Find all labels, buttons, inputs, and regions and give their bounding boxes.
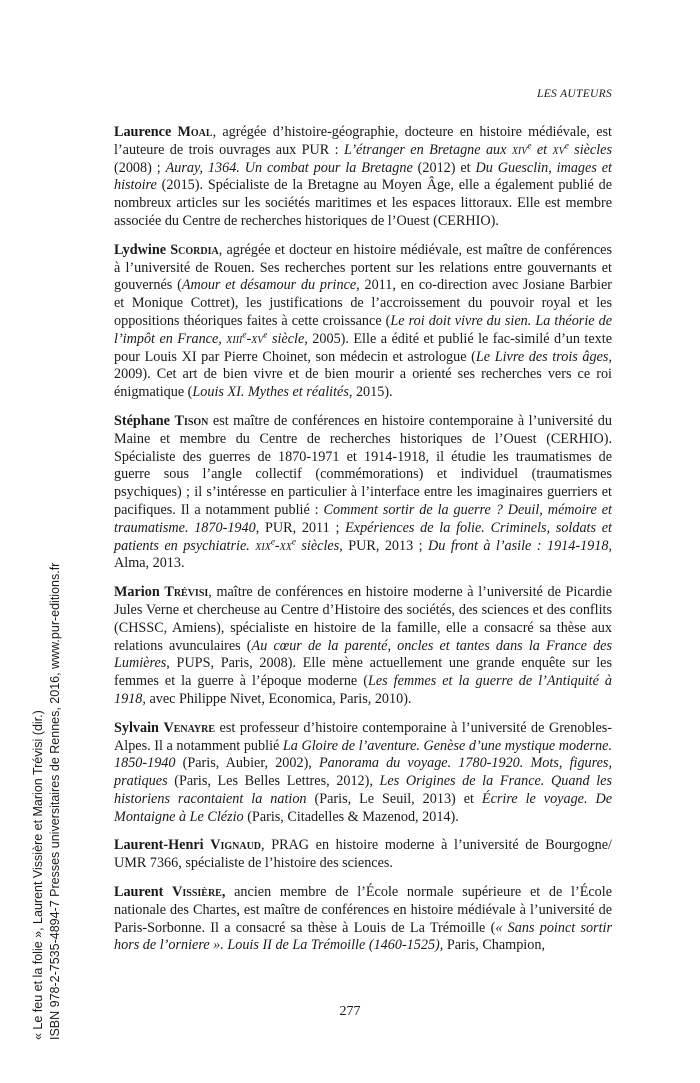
work-title-text: Expériences de la folie. Criminels, soldats et patients en psychiatrie. xix	[114, 519, 612, 554]
work-title-text: Du Guesclin, images et histoire	[114, 159, 612, 194]
author-list	[114, 124, 612, 966]
bio-text: , PRAG en histoire moderne à l’université de Bourgogne/ UMR 7366, spécialiste de l’histoire des sciences.	[114, 837, 612, 872]
author-name	[114, 884, 225, 900]
author-name	[114, 584, 208, 600]
bio-text: , 2009). Cet art de bien vivre et de bien mourir a orienté ses recherches vers ce roi énigmatique (	[114, 348, 612, 401]
work-title-text: Écrire le voyage. De Montaigne à Le Clézio	[114, 790, 612, 825]
bio-text: (Paris, Citadelles & Mazenod, 2014).	[243, 808, 459, 825]
work-title-text: L’étranger en Bretagne aux xiv	[343, 141, 528, 158]
author-entry	[114, 124, 612, 231]
work-title-text: e	[263, 329, 268, 340]
author-entry	[114, 584, 612, 709]
bio-text: (2012) et	[412, 159, 476, 176]
author-name	[114, 837, 261, 853]
author-first-name: Lydwine	[114, 241, 171, 258]
work-title-text: Panorama du voyage. 1780-1920. Mots, figures, pratiques	[114, 755, 612, 790]
work-title-text: e	[270, 535, 275, 546]
author-last-name: Venayre	[163, 719, 216, 736]
work-title-text: -xx	[274, 537, 292, 554]
author-last-name: Scordia	[170, 241, 219, 258]
author-first-name: Laurent	[114, 884, 173, 901]
work-title-text: Auray, 1364. Un combat pour la Bretagne	[165, 159, 413, 176]
work-title-text: -xv	[246, 330, 264, 347]
bio-text: (Paris, Le Seuil, 2013) et	[306, 790, 482, 807]
bio-text: , avec Philippe Nivet, Economica, Paris, 2010).	[142, 690, 412, 707]
work-title-text: Le roi doit vivre du sien. La théorie de l’impôt en France, xiii	[114, 312, 612, 347]
work-title-text: e	[527, 140, 532, 151]
work-title-text: siècles	[568, 141, 612, 158]
work-title-text: Au cœur de la parenté, oncles et tantes dans la France des Lumières	[114, 637, 612, 672]
author-name	[114, 242, 219, 258]
author-name	[114, 124, 213, 140]
author-entry	[114, 884, 612, 955]
work-title-text: « Sans poinct sortir hors de l’orniere ». Louis II de La Trémoille (1460-1525)	[114, 919, 612, 954]
work-title-text: e	[291, 535, 296, 546]
bio-text: , PUPS, Paris, 2008). Elle mène actuellement une grande enquête sur les femmes et la guerre à l’époque moderne (	[114, 655, 612, 690]
author-entry	[114, 837, 612, 873]
bio-text: , agrégée d’histoire-géographie, docteure en histoire médiévale, est l’auteure de trois ouvrages aux PUR :	[114, 124, 612, 158]
work-title-text: Les femmes et la guerre de l’Antiquité à 1918	[114, 673, 612, 707]
work-title-text: Le Livre des trois âges	[475, 348, 609, 365]
bio-text: , maître de conférences en histoire moderne à l’université de Picardie Jules Verne et chercheuse au Centre d’Histoire des sociétés, des sciences et des conflits (CHSSC, Amiens), spécialiste en histoire de la famille, elle a consacré sa thèse aux relations avunculaires (	[114, 584, 612, 654]
work-title-text: siècles	[295, 537, 340, 554]
running-head: LES AUTEURS	[537, 88, 612, 100]
author-entry	[114, 242, 612, 402]
work-title-text: Comment sortir de la guerre ? Deuil, mémoire et traumatisme. 1870-1940	[114, 501, 612, 536]
bio-text: (Paris, Les Belles Lettres, 2012),	[167, 773, 380, 790]
bio-text: , PUR, 2013 ;	[339, 537, 429, 554]
bio-text: , Paris, Champion,	[439, 937, 545, 954]
author-first-name: Laurent-Henri	[114, 837, 211, 854]
bio-text: (2008) ;	[114, 159, 166, 176]
bio-text: est maître de conférences en histoire contemporaine à l’université du Maine et membre du Centre de recherches historiques de l’Ouest (CERHIO). Spécialiste des guerres de 1870-1971 et 1914-1918, il étudie les traumatismes de guerre sous l’angle collectif (commémorations) et individuel (traumatismes psychiques) ; il s’intéresse en particulier à l’interface entre les imaginaires guerriers et pacifiques. Il a notamment publié :	[114, 412, 612, 518]
bio-text: est professeur d’histoire contemporaine à l’université de Grenobles-Alpes. Il a notamment publié	[114, 719, 612, 754]
work-title-text: Louis XI. Mythes et réalités	[192, 384, 349, 401]
bio-text: (2015). Spécialiste de la Bretagne au Moyen Âge, elle a également publié de nombreux articles sur les sociétés maritimes et les espaces littoraux. Elle est membre associée du Centre de recherches historiques de l’Ouest (CERHIO).	[114, 177, 612, 229]
author-first-name: Marion	[114, 584, 165, 601]
author-last-name: Vignaud	[210, 837, 262, 854]
work-title-text: et xv	[531, 141, 565, 158]
author-first-name: Stéphane	[114, 412, 175, 429]
author-last-name: Vissière,	[172, 884, 226, 901]
work-title-text: Les Origines de la France. Quand les historiens racontaient la nation	[114, 773, 612, 807]
author-entry	[114, 413, 612, 573]
bio-text: , 2005). Elle a édité et publié le fac-similé d’un texte pour Louis XI par Pierre Choinet, son médecin et astrologue (	[114, 330, 613, 365]
side-notice-isbn: ISBN 978-2-7535-4894-7 Presses universitaires de Rennes, 2016, www.pur-editions.fr	[48, 562, 62, 1040]
work-title-text: e	[242, 329, 247, 340]
work-title-text: La Gloire de l’aventure. Genèse d’une mystique moderne. 1850-1940	[114, 737, 612, 772]
bio-text: , 2011, en co-direction avec Josiane Barbier et Monique Cottret), les justifications de l’accroissement du pouvoir royal et les oppositions théoriques faites à cette croissance (	[114, 277, 612, 329]
author-name	[114, 720, 215, 736]
side-notice-title: « Le feu et la folie », Laurent Vissière et Marion Trévisi (dir.)	[31, 710, 45, 1040]
bio-text: ancien membre de l’École normale supérieure et de l’École nationale des Chartes, est maître de conférences en histoire médiévale à l’université de Paris-Sorbonne. Il a consacré sa thèse à Louis de La Trémoille (	[114, 884, 612, 936]
work-title-text: e	[564, 140, 569, 151]
work-title-text: Amour et désamour du prince	[181, 277, 357, 294]
work-title-text: Du front à l’asile : 1914-1918	[428, 537, 609, 554]
bio-text: , Alma, 2013.	[114, 537, 613, 572]
author-last-name: Moal	[177, 124, 213, 140]
bio-text: , PUR, 2011 ;	[255, 519, 346, 536]
page-number: 277	[339, 1004, 361, 1019]
bio-text: , agrégée et docteur en histoire médiévale, est maître de conférences à l’université de Rouen. Ses recherches portent sur les relations entre gouvernants et gouvernés (	[114, 241, 613, 294]
author-first-name: Laurence	[114, 124, 178, 140]
bio-text: (Paris, Aubier, 2002),	[175, 755, 320, 772]
work-title-text: siècle	[267, 330, 305, 347]
author-first-name: Sylvain	[114, 719, 164, 736]
bio-text: , 2015).	[348, 384, 393, 401]
author-last-name: Trévisi	[164, 584, 209, 601]
author-name	[114, 413, 208, 429]
author-entry	[114, 720, 612, 827]
author-last-name: Tison	[174, 412, 209, 429]
